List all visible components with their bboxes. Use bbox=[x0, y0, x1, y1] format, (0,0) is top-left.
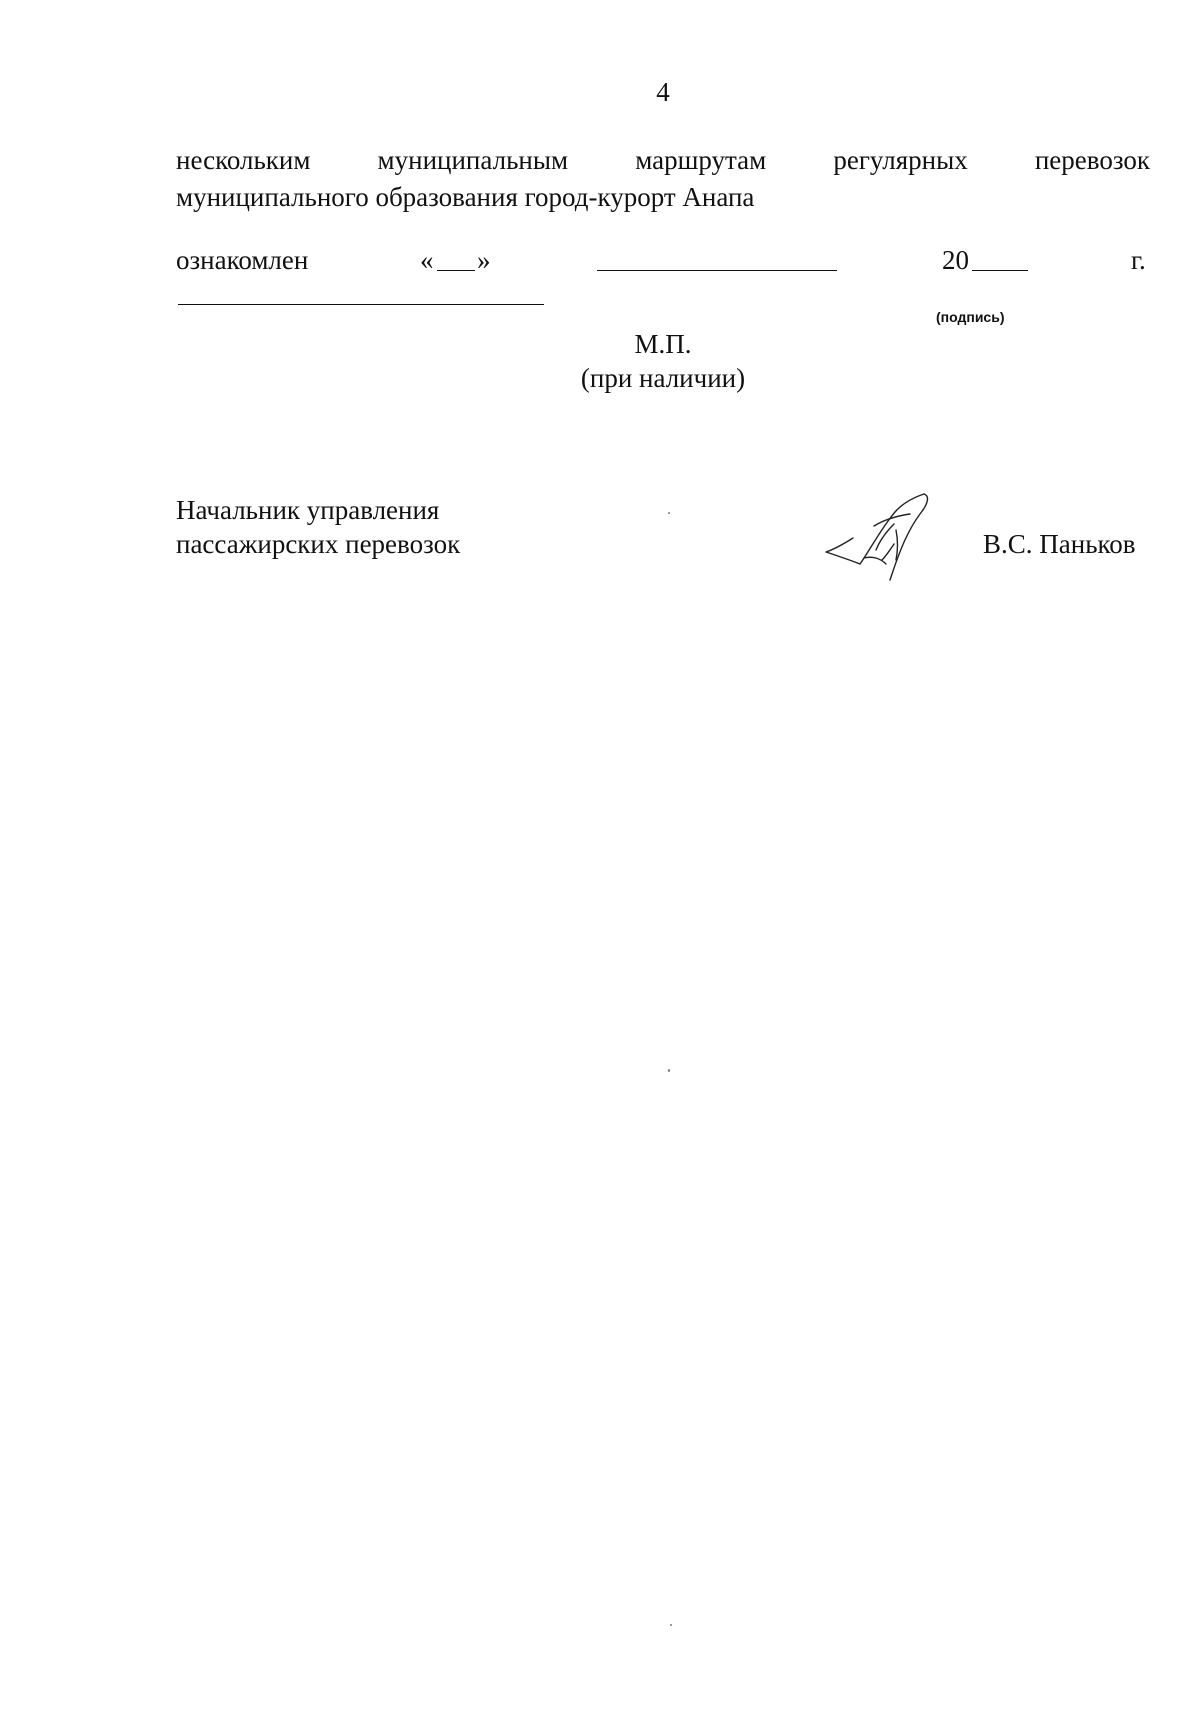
scan-speck bbox=[668, 1069, 670, 1072]
day-quote-open: « bbox=[420, 245, 434, 275]
body-word: нескольким bbox=[176, 145, 311, 175]
body-word: перевозок bbox=[1034, 145, 1150, 175]
seal-label: М.П. bbox=[634, 329, 692, 359]
seal-note: (при наличии) bbox=[580, 363, 746, 393]
day-blank-line[interactable] bbox=[437, 270, 475, 271]
page-number: 4 bbox=[656, 77, 670, 107]
signatory-position-line-2: пассажирских перевозок bbox=[176, 529, 461, 559]
body-word: маршрутам bbox=[635, 145, 767, 175]
body-word: муниципальным bbox=[377, 145, 569, 175]
signature-icon bbox=[820, 490, 950, 590]
scan-speck bbox=[668, 512, 670, 514]
handwritten-signature bbox=[820, 490, 950, 590]
scan-speck bbox=[670, 1624, 672, 1626]
body-line-1 bbox=[176, 144, 1150, 176]
signatory-position-line-1: Начальник управления bbox=[176, 495, 440, 525]
year-prefix: 20 bbox=[942, 245, 969, 275]
day-quote-close: » bbox=[477, 245, 491, 275]
month-blank-line[interactable] bbox=[597, 270, 837, 271]
body-line-2: муниципального образования город-курорт Анапа bbox=[176, 182, 755, 212]
signature-caption: (подпись) bbox=[936, 309, 1005, 325]
acknowledged-label: ознакомлен bbox=[176, 245, 309, 275]
body-word: регулярных bbox=[833, 145, 968, 175]
year-suffix: г. bbox=[1131, 245, 1146, 275]
year-blank-line[interactable] bbox=[972, 270, 1028, 271]
name-blank-line[interactable] bbox=[178, 304, 544, 305]
signatory-name: В.С. Паньков bbox=[983, 529, 1136, 559]
